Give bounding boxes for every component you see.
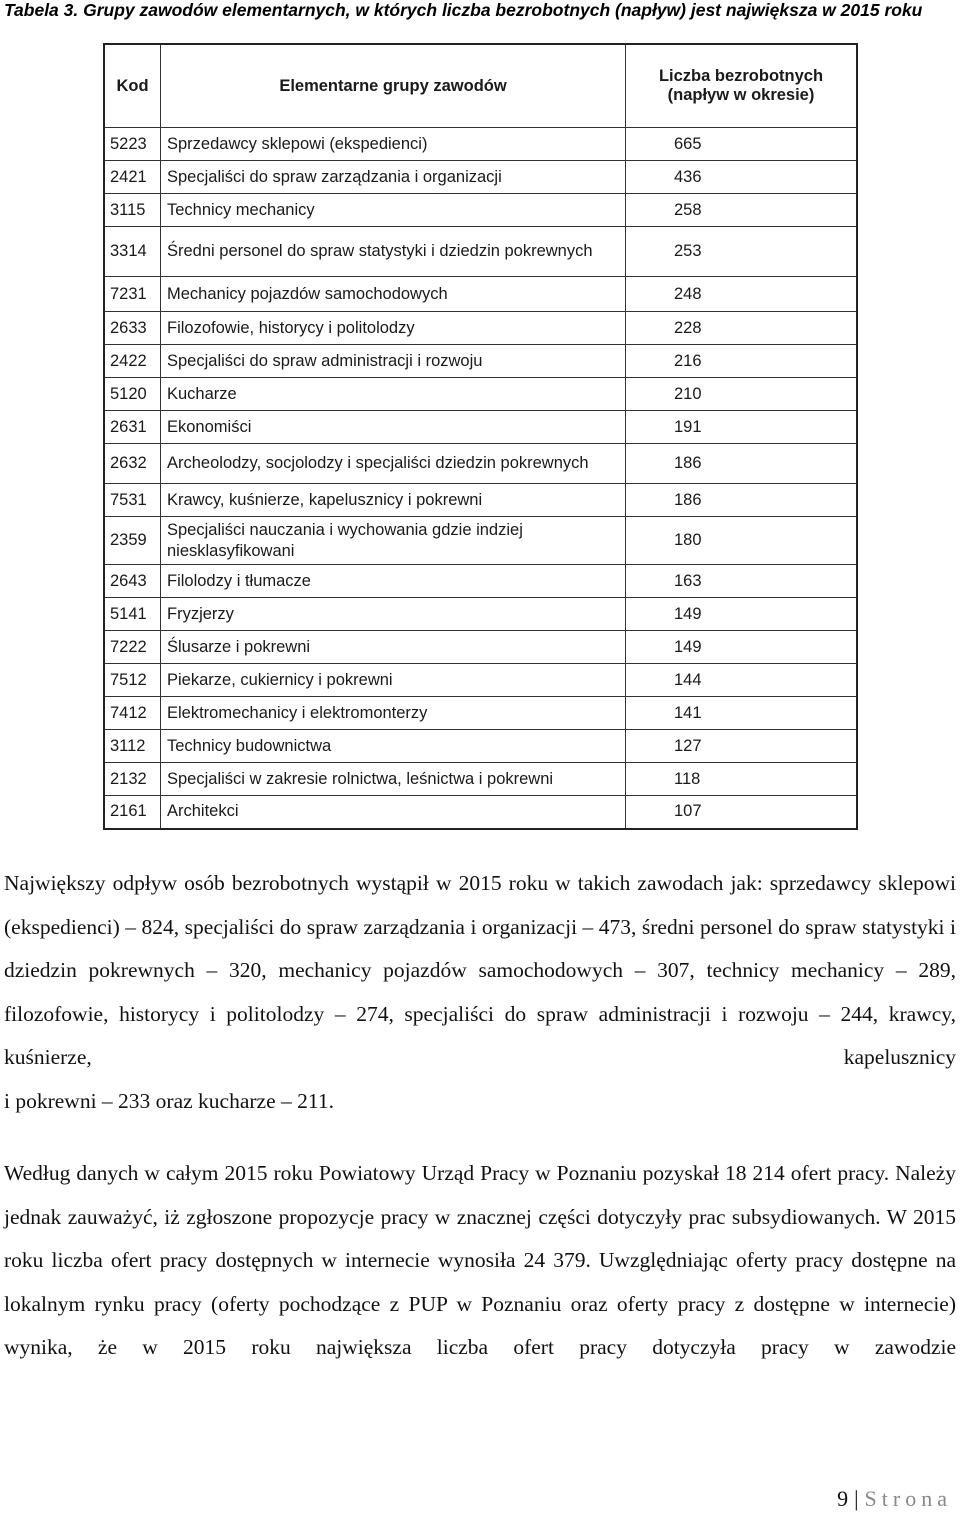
- row-count: 216: [626, 345, 858, 378]
- occupation-table: [103, 43, 858, 830]
- row-count: 210: [626, 378, 858, 411]
- row-code: 7412: [104, 697, 161, 730]
- row-code: 7222: [104, 631, 161, 664]
- row-name: Specjaliści w zakresie rolnictwa, leśnictwa i pokrewni: [161, 763, 626, 796]
- row-name: Kucharze: [161, 378, 626, 411]
- row-code: 2632: [104, 444, 161, 484]
- row-name: Specjaliści nauczania i wychowania gdzie indziej niesklasyfikowani: [161, 517, 626, 565]
- header-name: Elementarne grupy zawodów: [161, 44, 626, 128]
- table-row: [104, 161, 857, 194]
- table-row: [104, 277, 857, 312]
- row-code: 5141: [104, 598, 161, 631]
- row-count: 191: [626, 411, 858, 444]
- row-code: 2161: [104, 796, 161, 829]
- row-name: Filolodzy i tłumacze: [161, 565, 626, 598]
- table-row: [104, 444, 857, 484]
- table-row: [104, 411, 857, 444]
- row-name: Archeolodzy, socjolodzy i specjaliści dziedzin pokrewnych: [161, 444, 626, 484]
- table-row: [104, 565, 857, 598]
- table-row: [104, 517, 857, 565]
- table-row: [104, 227, 857, 277]
- row-count: 665: [626, 128, 858, 161]
- table-row: [104, 697, 857, 730]
- table-row: [104, 730, 857, 763]
- row-count: 127: [626, 730, 858, 763]
- row-count: 253: [626, 227, 858, 277]
- row-code: 3112: [104, 730, 161, 763]
- row-code: 2421: [104, 161, 161, 194]
- paragraph-offers-text: Według danych w całym 2015 roku Powiatowy Urząd Pracy w Poznaniu pozyskał 18 214 ofert pracy. Należy jednak zauważyć, iż zgłoszone propozycje pracy w znacznej części dotyczyły prac subsydiowanych. W 2015 roku liczba ofert pracy dostępnych w internecie wynosiła 24 379. Uwzględniając oferty pracy dostępne na lokalnym rynku pracy (oferty pochodzące z PUP w Poznaniu oraz oferty pracy z dostępne w internecie) wynika, że w 2015 roku największa liczba ofert pracy dotyczyła pracy w zawodzie: [4, 1161, 956, 1360]
- row-name: Krawcy, kuśnierze, kapelusznicy i pokrewni: [161, 484, 626, 517]
- row-count: 149: [626, 598, 858, 631]
- row-count: 163: [626, 565, 858, 598]
- header-code: Kod: [104, 44, 161, 128]
- row-code: 7512: [104, 664, 161, 697]
- table-row: [104, 763, 857, 796]
- row-code: 5120: [104, 378, 161, 411]
- row-name: Ślusarze i pokrewni: [161, 631, 626, 664]
- table-row: [104, 796, 857, 829]
- row-count: 149: [626, 631, 858, 664]
- paragraph-offers: [4, 1152, 956, 1370]
- table-row: [104, 378, 857, 411]
- row-code: 3314: [104, 227, 161, 277]
- table-row: [104, 345, 857, 378]
- page-footer: [837, 1486, 952, 1512]
- row-code: 2631: [104, 411, 161, 444]
- row-name: Sprzedawcy sklepowi (ekspedienci): [161, 128, 626, 161]
- table-row: [104, 128, 857, 161]
- table-row: [104, 664, 857, 697]
- row-code: 2359: [104, 517, 161, 565]
- row-code: 7531: [104, 484, 161, 517]
- paragraph-outflow: [4, 862, 956, 1124]
- row-count: 248: [626, 277, 858, 312]
- row-name: Ekonomiści: [161, 411, 626, 444]
- row-code: 2633: [104, 312, 161, 345]
- row-count: 436: [626, 161, 858, 194]
- paragraph-outflow-last-line: i pokrewni – 233 oraz kucharze – 211.: [4, 1088, 334, 1113]
- footer-separator: |: [854, 1486, 859, 1511]
- row-count: 258: [626, 194, 858, 227]
- row-name: Elektromechanicy i elektromonterzy: [161, 697, 626, 730]
- table-caption: Tabela 3. Grupy zawodów elementarnych, w których liczba bezrobotnych (napływ) jest największa w 2015 roku: [4, 0, 923, 20]
- row-name: Technicy budownictwa: [161, 730, 626, 763]
- row-code: 2422: [104, 345, 161, 378]
- row-count: 180: [626, 517, 858, 565]
- row-name: Mechanicy pojazdów samochodowych: [161, 277, 626, 312]
- table-row: [104, 194, 857, 227]
- table-row: [104, 631, 857, 664]
- row-count: 141: [626, 697, 858, 730]
- row-name: Specjaliści do spraw administracji i rozwoju: [161, 345, 626, 378]
- table-row: [104, 312, 857, 345]
- row-code: 7231: [104, 277, 161, 312]
- page-number: 9: [837, 1486, 849, 1511]
- row-name: Filozofowie, historycy i politolodzy: [161, 312, 626, 345]
- paragraph-outflow-text: Największy odpływ osób bezrobotnych wystąpił w 2015 roku w takich zawodach jak: sprzedawcy sklepowi (ekspedienci) – 824, specjaliści do spraw zarządzania i organizacji – 473, średni personel do spraw statystyki i dziedzin pokrewnych – 320, mechanicy pojazdów samochodowych – 307, technicy mechanicy – 289, filozofowie, historycy i politolodzy – 274, specjaliści do spraw administracji i rozwoju – 244, krawcy, kuśnierze, kapelusznicy: [4, 871, 956, 1070]
- row-name: Średni personel do spraw statystyki i dziedzin pokrewnych: [161, 227, 626, 277]
- table-header-row: [104, 44, 857, 128]
- row-name: Technicy mechanicy: [161, 194, 626, 227]
- row-name: Architekci: [161, 796, 626, 829]
- row-count: 144: [626, 664, 858, 697]
- row-name: Fryzjerzy: [161, 598, 626, 631]
- row-code: 5223: [104, 128, 161, 161]
- row-name: Piekarze, cukiernicy i pokrewni: [161, 664, 626, 697]
- row-count: 118: [626, 763, 858, 796]
- table-row: [104, 598, 857, 631]
- table-body: [104, 128, 857, 829]
- row-count: 186: [626, 444, 858, 484]
- row-name: Specjaliści do spraw zarządzania i organizacji: [161, 161, 626, 194]
- header-count: Liczba bezrobotnych (napływ w okresie): [626, 44, 858, 128]
- table-row: [104, 484, 857, 517]
- footer-word: Strona: [864, 1486, 952, 1511]
- row-code: 2132: [104, 763, 161, 796]
- row-count: 186: [626, 484, 858, 517]
- row-count: 228: [626, 312, 858, 345]
- row-count: 107: [626, 796, 858, 829]
- row-code: 3115: [104, 194, 161, 227]
- row-code: 2643: [104, 565, 161, 598]
